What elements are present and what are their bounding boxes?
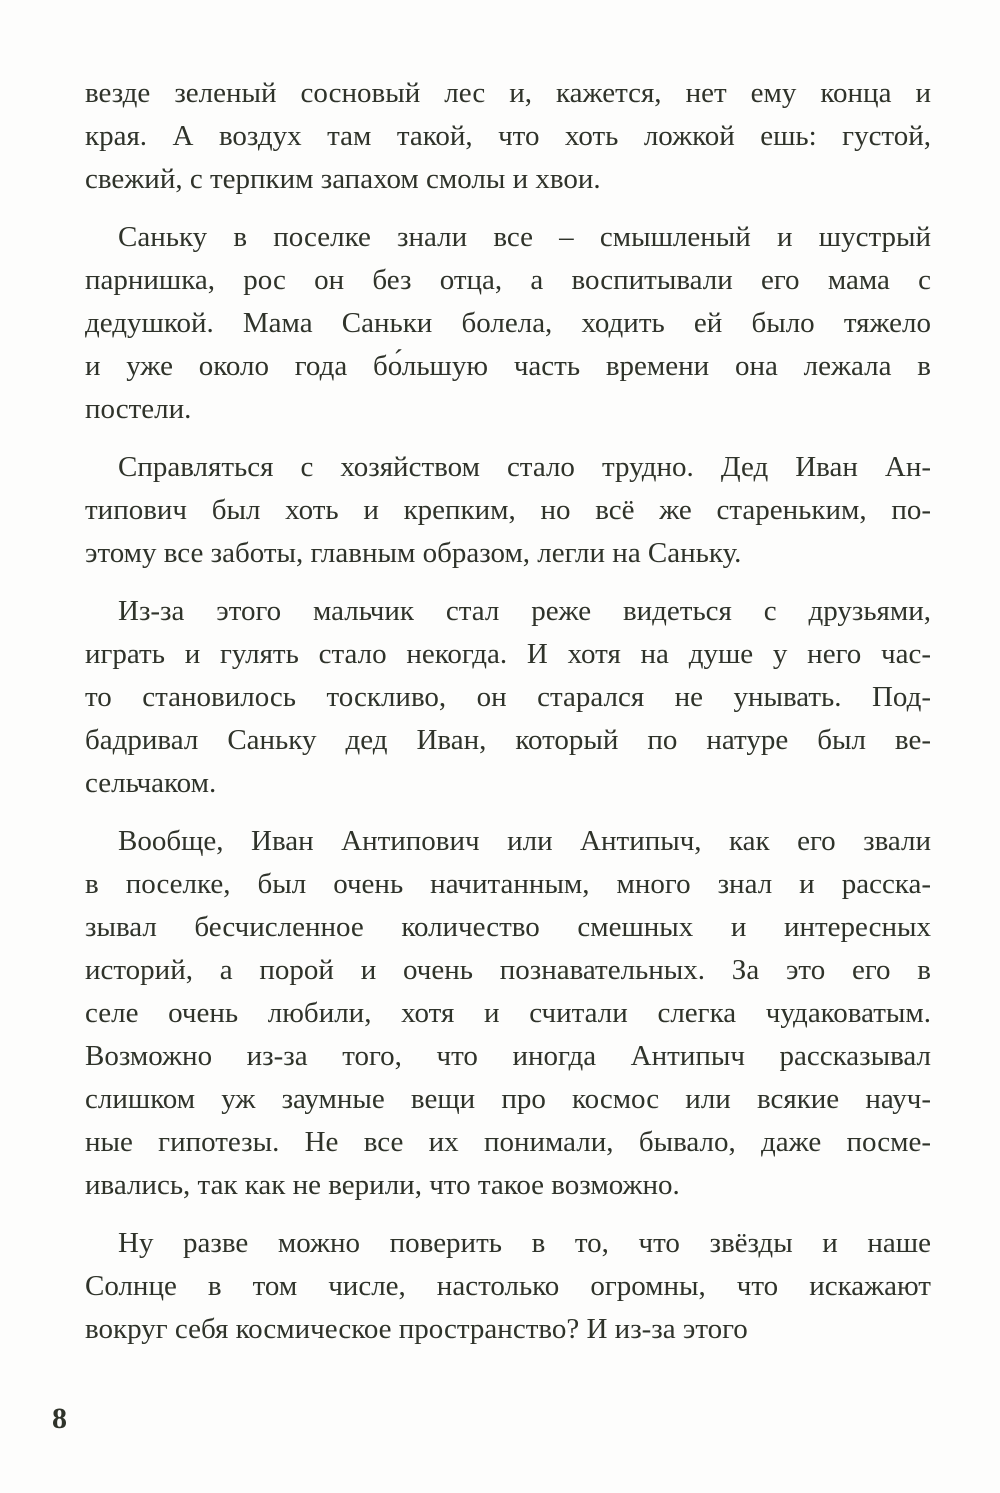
paragraph xyxy=(85,216,931,431)
text-line: Солнце в том числе, настолько огромны, что искажают xyxy=(85,1270,931,1302)
text-line: свежий, с терпким запахом смолы и хвои. xyxy=(85,163,601,195)
text-line: то становилось тоскливо, он старался не унывать. Под- xyxy=(85,681,931,713)
text-line: Ну разве можно поверить в то, что звёзды и наше xyxy=(118,1227,931,1259)
text-line: и уже около года бо́льшую часть времени она лежала в xyxy=(85,350,931,382)
text-line: Справляться с хозяйством стало трудно. Дед Иван Ан- xyxy=(118,451,931,483)
text-line: вокруг себя космическое пространство? И из-за этого xyxy=(85,1313,748,1345)
page-footer xyxy=(52,1402,67,1436)
text-line: везде зеленый сосновый лес и, кажется, нет ему конца и xyxy=(85,77,931,109)
paragraph xyxy=(85,72,931,201)
text-line: этому все заботы, главным образом, легли на Саньку. xyxy=(85,537,742,569)
text-line: Возможно из-за того, что иногда Антипыч рассказывал xyxy=(85,1040,931,1072)
text-line: бадривал Саньку дед Иван, который по натуре был ве- xyxy=(85,724,931,756)
paragraph xyxy=(85,820,931,1207)
text-line: Из-за этого мальчик стал реже видеться с друзьями, xyxy=(118,595,931,627)
paragraph xyxy=(85,446,931,575)
text-line: Саньку в поселке знали все – смышленый и шустрый xyxy=(118,221,931,253)
paragraph xyxy=(85,590,931,805)
text-line: зывал бесчисленное количество смешных и интересных xyxy=(85,911,931,943)
text-line: слишком уж заумные вещи про космос или всякие науч- xyxy=(85,1083,931,1115)
text-line: парнишка, рос он без отца, а воспитывали его мама с xyxy=(85,264,931,296)
text-line: играть и гулять стало некогда. И хотя на душе у него час- xyxy=(85,638,931,670)
text-line: ивались, так как не верили, что такое возможно. xyxy=(85,1169,680,1201)
text-line: типович был хоть и крепким, но всё же стареньким, по- xyxy=(85,494,931,526)
page-number: 8 xyxy=(52,1402,67,1435)
text-line: постели. xyxy=(85,393,192,425)
text-line: в поселке, был очень начитанным, много знал и расска- xyxy=(85,868,931,900)
text-line: селе очень любили, хотя и считали слегка чудаковатым. xyxy=(85,997,931,1029)
paragraph xyxy=(85,1222,931,1351)
text-line: историй, а порой и очень познавательных. За это его в xyxy=(85,954,931,986)
text-line: Вообще, Иван Антипович или Антипыч, как его звали xyxy=(118,825,931,857)
text-line: ные гипотезы. Не все их понимали, бывало, даже посме- xyxy=(85,1126,931,1158)
text-line: края. А воздух там такой, что хоть ложкой ешь: густой, xyxy=(85,120,931,152)
text-line: сельчаком. xyxy=(85,767,217,799)
page-text-block xyxy=(85,72,931,1366)
text-line: дедушкой. Мама Саньки болела, ходить ей было тяжело xyxy=(85,307,931,339)
